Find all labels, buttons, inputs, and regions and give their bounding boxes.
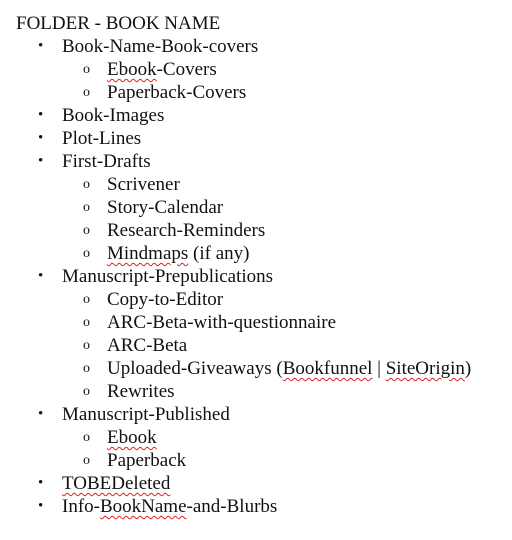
sub-list-item	[16, 334, 506, 357]
sub-list-item	[16, 242, 506, 265]
bullet-dot-icon: •	[38, 107, 44, 123]
bullet-circle-icon: o	[83, 223, 90, 238]
list-item-label: Rewrites	[107, 381, 175, 402]
sub-list-item	[16, 219, 506, 242]
bullet-dot-icon: •	[38, 38, 44, 54]
sub-list-item	[16, 81, 506, 104]
document-page	[16, 12, 506, 518]
sub-list-item	[16, 380, 506, 403]
list-item-label: ARC-Beta	[107, 335, 188, 356]
bullet-circle-icon: o	[83, 246, 90, 261]
bullet-dot-icon: •	[38, 130, 44, 146]
sub-list-item	[16, 426, 506, 449]
list-item-label: Mindmaps (if any)	[107, 243, 250, 264]
bullet-dot-icon: •	[38, 268, 44, 284]
spellcheck-flagged-word: Ebook	[107, 427, 157, 448]
list-item	[16, 403, 506, 426]
bullet-circle-icon: o	[83, 430, 90, 445]
list-item	[16, 35, 506, 58]
sub-list-item	[16, 173, 506, 196]
bullet-circle-icon: o	[83, 384, 90, 399]
list-item	[16, 265, 506, 288]
list-item-label: Manuscript-Published	[62, 404, 230, 425]
list-item-label: ARC-Beta-with-questionnaire	[107, 312, 337, 333]
bullet-dot-icon: •	[38, 498, 44, 514]
bullet-dot-icon: •	[38, 153, 44, 169]
bullet-circle-icon: o	[83, 361, 90, 376]
spellcheck-flagged-word: TOBEDeleted	[62, 473, 171, 494]
sub-list-item	[16, 357, 506, 380]
bullet-circle-icon: o	[83, 453, 90, 468]
sub-list-item	[16, 58, 506, 81]
folder-outline-list	[16, 35, 506, 518]
bullet-circle-icon: o	[83, 62, 90, 77]
bullet-circle-icon: o	[83, 315, 90, 330]
spellcheck-flagged-word: SiteOrigin	[385, 358, 465, 379]
list-item-label: Uploaded-Giveaways (Bookfunnel | SiteOrigin)	[107, 358, 472, 379]
list-item-label: Copy-to-Editor	[107, 289, 224, 310]
bullet-circle-icon: o	[83, 292, 90, 307]
list-item	[16, 495, 506, 518]
sub-list-item	[16, 196, 506, 219]
list-item-label: Research-Reminders	[107, 220, 266, 241]
bullet-circle-icon: o	[83, 338, 90, 353]
list-item-label: Paperback-Covers	[107, 82, 247, 103]
list-item-label: First-Drafts	[62, 151, 151, 172]
list-item	[16, 150, 506, 173]
spellcheck-flagged-word: Ebook	[107, 59, 157, 80]
bullet-circle-icon: o	[83, 85, 90, 100]
sub-list-item	[16, 288, 506, 311]
spellcheck-flagged-word: Bookfunnel	[282, 358, 373, 379]
list-item-label: Manuscript-Prepublications	[62, 266, 274, 287]
list-item-label: Paperback	[107, 450, 187, 471]
list-item-label: Plot-Lines	[62, 128, 142, 149]
bullet-circle-icon: o	[83, 177, 90, 192]
list-item-label: Book-Images	[62, 105, 165, 126]
list-item-label: Ebook-Covers	[107, 59, 217, 80]
list-item-label: Book-Name-Book-covers	[62, 36, 259, 57]
document-title: FOLDER - BOOK NAME	[16, 13, 221, 34]
list-item-label: Info-BookName-and-Blurbs	[62, 496, 278, 517]
list-item-label	[107, 427, 157, 448]
bullet-dot-icon: •	[38, 406, 44, 422]
list-item	[16, 127, 506, 150]
spellcheck-flagged-word: BookName	[99, 496, 187, 517]
spellcheck-flagged-word: Mindmaps	[107, 243, 189, 264]
bullet-circle-icon: o	[83, 200, 90, 215]
sub-list-item	[16, 311, 506, 334]
list-item	[16, 104, 506, 127]
list-item-label: Story-Calendar	[107, 197, 224, 218]
sub-list-item	[16, 449, 506, 472]
list-item-label: Scrivener	[107, 174, 180, 195]
bullet-dot-icon: •	[38, 475, 44, 491]
list-item	[16, 472, 506, 495]
list-item-label	[62, 473, 170, 494]
